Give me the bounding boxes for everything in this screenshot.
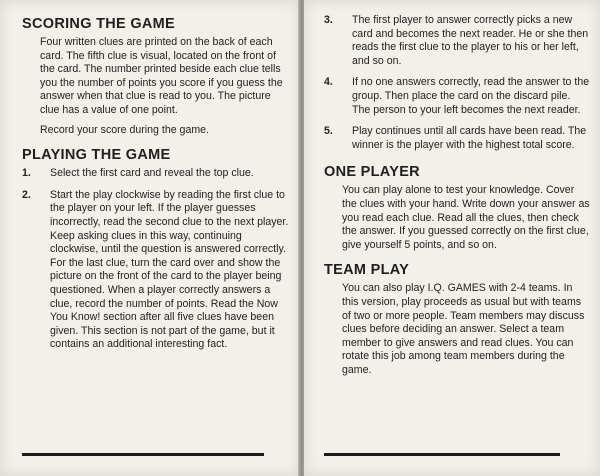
step-text: Start the play clockwise by reading the first clue to the player on your left. If the player guesses incorrectly, read the second clue to the next player. Keep asking clues in this way, continuing clockwise, until the question is answered correctly. For the last clue, turn the card over and show the picture on the front of the card to the player being questioned. When a player correctly answers a clue, record the number of points. Read the Now You Know! section after all five clues have been given. This section is not part of the game, but it contains an additional interesting fact. — [50, 188, 289, 351]
right-page — [304, 0, 600, 476]
step-item — [324, 14, 590, 68]
step-text: Select the first card and reveal the top clue. — [50, 167, 254, 180]
step-text: Play continues until all cards have been read. The winner is the player with the highest total score. — [352, 125, 587, 151]
team-play-paragraph: You can also play I.Q. GAMES with 2-4 teams. In this version, play proceeds as usual but with teams of two or more people. Team members may discuss clues before deciding an answer. Select a team member to give answers and read clues. You can rotate this job among team members during the game. — [342, 282, 585, 376]
step-text: If no one answers correctly, read the answer to the group. Then place the card on the discard pile. The person to your left becomes the next reader. — [352, 76, 590, 116]
steps-list-left — [22, 167, 290, 352]
step-item — [324, 76, 590, 117]
step-text: The first player to answer correctly picks a new card and becomes the next reader. He or she then reads the first clue to the player to his or her left, and so on. — [352, 14, 589, 67]
one-player-paragraph: You can play alone to test your knowledge. Cover the clues with your hand. Write down your answer as you read each clue. Read all the clues, then check the answer. If you guessed correctly on the first clue, give yourself 5 points, and so on. — [342, 184, 590, 251]
scoring-paragraph: Four written clues are printed on the back of each card. The fifth clue is visual, located on the front of the card. The number printed beside each clue tells you the number of points you score if you guess the answer when that clue is read to you. The picture clue has a value of one point. — [40, 36, 283, 116]
step-number: 1. — [22, 167, 31, 180]
playing-heading: PLAYING THE GAME — [22, 147, 171, 164]
step-number: 5. — [324, 125, 333, 138]
step-item — [22, 189, 290, 352]
bottom-rule — [324, 453, 560, 456]
step-number: 2. — [22, 188, 31, 201]
step-item — [22, 167, 290, 181]
bottom-rule — [22, 453, 264, 456]
record-score-paragraph: Record your score during the game. — [40, 123, 209, 136]
step-number: 3. — [324, 14, 333, 26]
step-item — [324, 125, 590, 152]
scoring-heading: SCORING THE GAME — [22, 16, 176, 32]
step-number: 4. — [324, 76, 333, 89]
team-play-heading: TEAM PLAY — [324, 262, 410, 279]
one-player-heading: ONE PLAYER — [324, 164, 420, 181]
steps-list-right — [324, 14, 590, 152]
